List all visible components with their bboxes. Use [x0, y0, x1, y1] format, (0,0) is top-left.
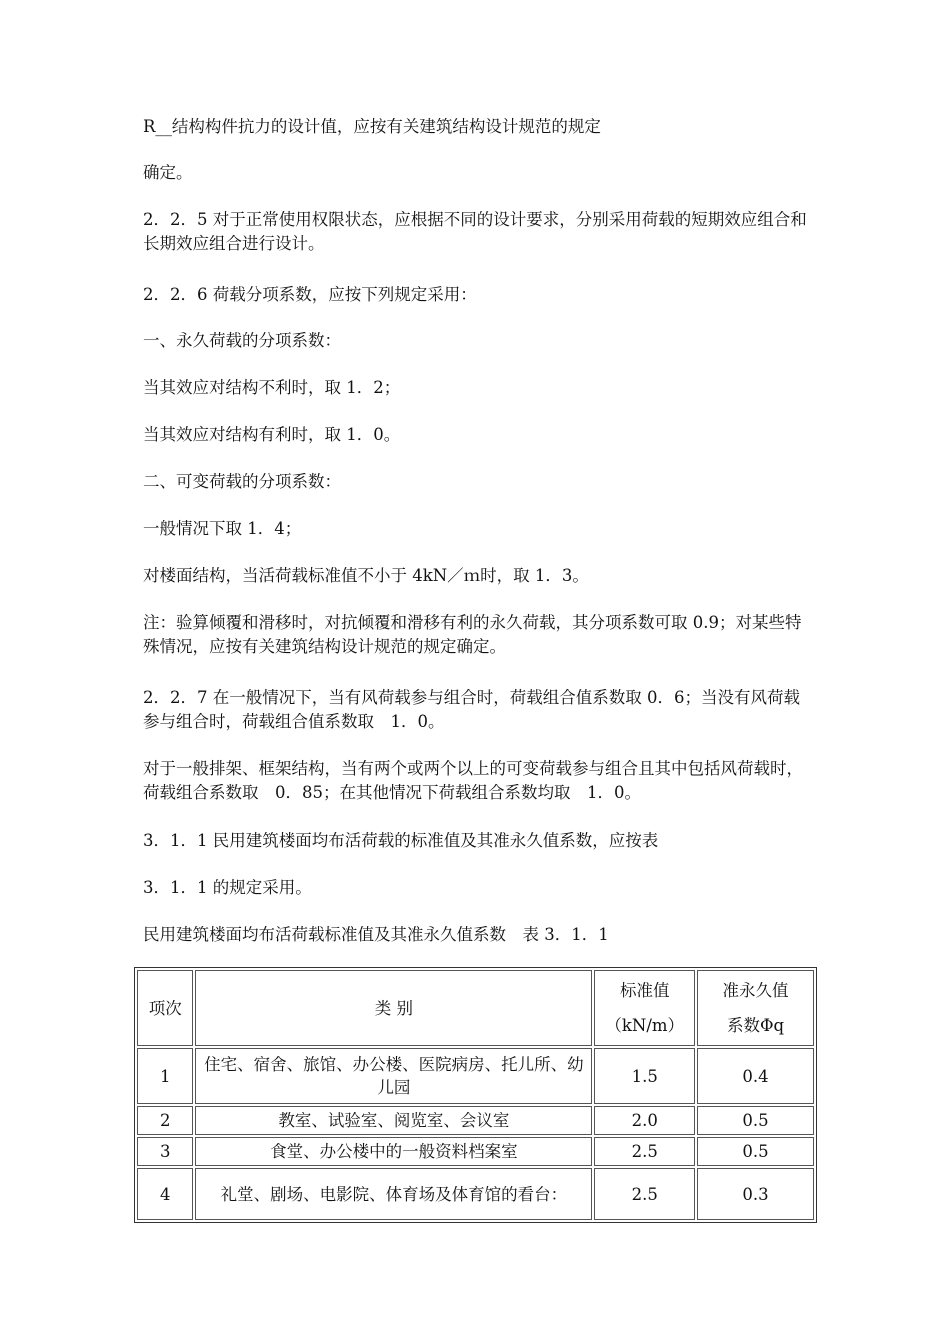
header-standard-unit: （kN/m） — [605, 1016, 685, 1035]
header-phi — [697, 970, 814, 1046]
paragraph-2-2-7: 2．2．7 在一般情况下，当有风荷载参与组合时，荷载组合值系数取 0．6；当没有风荷载参与组合时，荷载组合值系数取 1．0。 — [143, 688, 800, 731]
row-category: 住宅、宿舍、旅馆、办公楼、医院病房、托儿所、幼儿园 — [195, 1048, 592, 1104]
row-no: 1 — [137, 1048, 193, 1104]
row-no: 4 — [137, 1168, 193, 1220]
row-no: 2 — [137, 1106, 193, 1135]
row-no: 3 — [137, 1137, 193, 1166]
table-header-row — [137, 970, 814, 1046]
row-standard: 2.5 — [594, 1137, 695, 1166]
paragraph-variable-load-heading: 二、可变荷载的分项系数： — [143, 472, 341, 491]
paragraph-general-case: 一般情况下取 1．4； — [143, 519, 302, 538]
row-phi: 0.5 — [697, 1137, 814, 1166]
row-phi: 0.5 — [697, 1106, 814, 1135]
paragraph-determine: 确定。 — [143, 163, 193, 182]
table-caption: 民用建筑楼面均布活荷载标准值及其准永久值系数 表 3．1．1 — [143, 925, 609, 944]
row-phi: 0.3 — [697, 1168, 814, 1220]
header-phi-bottom: 系数Φq — [727, 1016, 785, 1035]
live-load-table — [134, 967, 817, 1223]
table-row — [137, 1106, 814, 1135]
table-row — [137, 1168, 814, 1220]
header-no: 项次 — [137, 970, 193, 1046]
paragraph-3-1-1: 3．1．1 民用建筑楼面均布活荷载的标准值及其准永久值系数，应按表 — [143, 831, 659, 850]
row-category: 食堂、办公楼中的一般资料档案室 — [195, 1137, 592, 1166]
header-standard-top: 标准值 — [619, 981, 670, 1000]
header-phi-top: 准永久值 — [722, 981, 789, 1000]
paragraph-permanent-load-heading: 一、永久荷载的分项系数： — [143, 331, 341, 350]
paragraph-frame-structure: 对于一般排架、框架结构，当有两个或两个以上的可变荷载参与组合且其中包括风荷载时，荷载组合系数取 0．85；在其他情况下荷载组合系数均取 1．0。 — [143, 759, 803, 802]
row-category: 礼堂、剧场、电影院、体育场及体育馆的看台： — [195, 1168, 592, 1220]
row-phi: 0.4 — [697, 1048, 814, 1104]
paragraph-floor-structure: 对楼面结构，当活荷载标准值不小于 4kN／ｍ时，取 1．3。 — [143, 566, 589, 585]
paragraph-favorable: 当其效应对结构有利时，取 1．0。 — [143, 425, 401, 444]
table-row — [137, 1048, 814, 1104]
paragraph-resistance-definition: R__结构构件抗力的设计值，应按有关建筑结构设计规范的规定 — [143, 117, 601, 136]
row-standard: 2.0 — [594, 1106, 695, 1135]
paragraph-3-1-1-adopt: 3．1．1 的规定采用。 — [143, 878, 312, 897]
paragraph-2-2-6: 2．2．6 荷载分项系数，应按下列规定采用： — [143, 285, 477, 304]
paragraph-note: 注：验算倾覆和滑移时，对抗倾覆和滑移有利的永久荷载，其分项系数可取 0.9；对某些特殊情况，应按有关建筑结构设计规范的规定确定。 — [143, 613, 802, 656]
paragraph-unfavorable: 当其效应对结构不利时，取 1．2； — [143, 378, 401, 397]
table-row — [137, 1137, 814, 1166]
row-standard: 2.5 — [594, 1168, 695, 1220]
paragraph-2-2-5: 2．2．5 对于正常使用权限状态，应根据不同的设计要求，分别采用荷载的短期效应组合和长期效应组合进行设计。 — [143, 210, 807, 253]
header-standard — [594, 970, 695, 1046]
row-standard: 1.5 — [594, 1048, 695, 1104]
header-category: 类 别 — [195, 970, 592, 1046]
row-category: 教室、试验室、阅览室、会议室 — [195, 1106, 592, 1135]
